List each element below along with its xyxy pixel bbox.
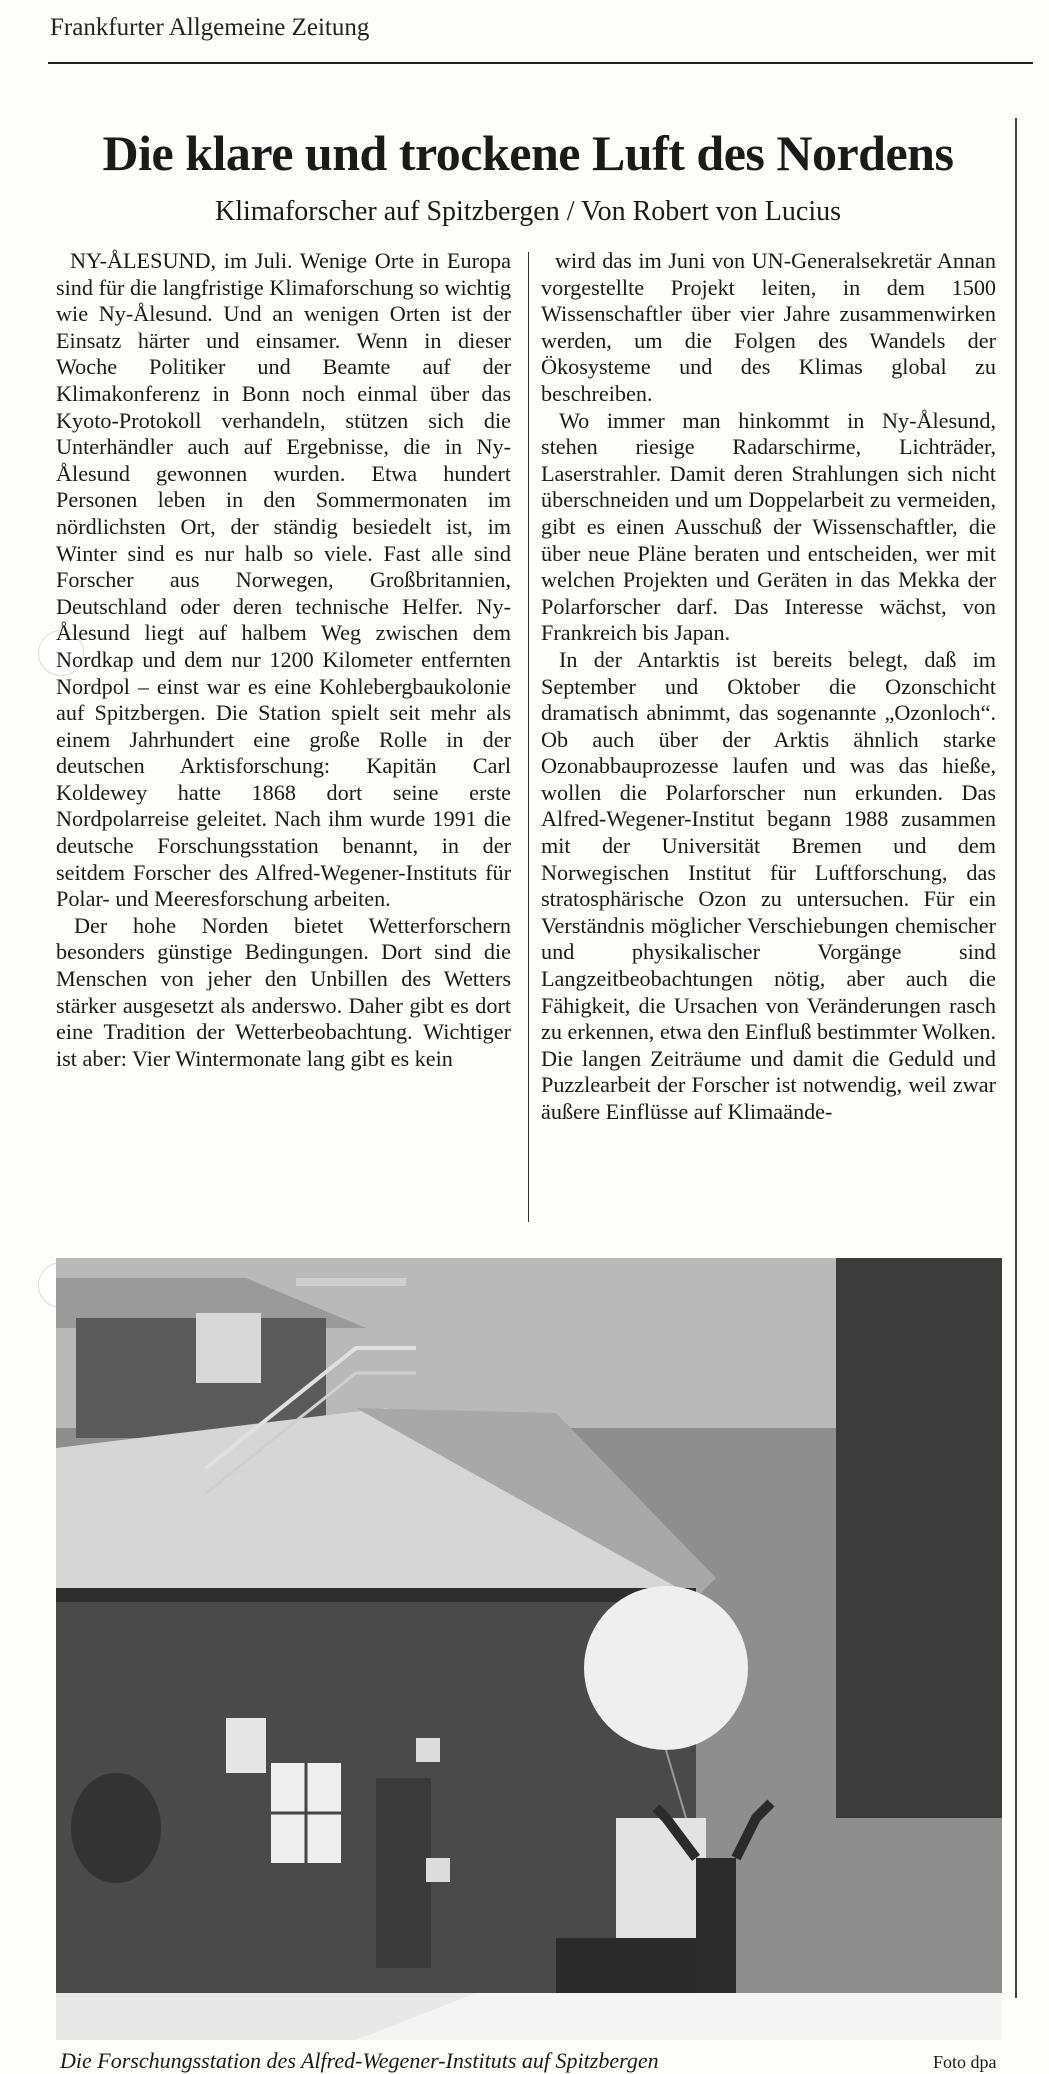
- article-column-left: [56, 248, 511, 1072]
- photo-credit: Foto dpa: [933, 2052, 997, 2072]
- column-divider: [528, 252, 529, 1222]
- paragraph: wird das im Juni von UN-Generalsekretär Annan vorgestellte Projekt leiten, in dem 1500 Wissenschaftler über vier Jahre zusammenwirken werden, um die Folgen des Wandels der Ökosysteme und des Klimas global zu beschreiben.: [541, 248, 996, 406]
- masthead: Frankfurter Allgemeine Zeitung: [50, 14, 370, 41]
- headline: Die klare und trockene Luft des Nordens: [102, 125, 954, 181]
- masthead-rule: [48, 62, 1033, 64]
- paragraph: NY-ÅLESUND, im Juli. Wenige Orte in Europa sind für die langfristige Klimaforschung so wichtig wie Ny-Ålesund. Und an wenigen Orten ist der Einsatz härter und einsamer. Wenn in dieser Woche Politiker und Beamte auf der Klimakonferenz in Bonn noch einmal über das Kyoto-Protokoll verhandeln, stützen sich die Unterhändler auch auf Ergebnisse, die in Ny-Ålesund gewonnen wurden. Etwa hundert Personen leben in den Sommermonaten im nördlichsten Ort, der ständig besiedelt ist, im Winter sind es nur halb so viele. Fast alle sind Forscher aus Norwegen, Großbritannien, Deutschland oder deren technische Helfer. Ny-Ålesund liegt auf halbem Weg zwischen dem Nordkap und dem nur 1200 Kilometer entfernten Nordpol – einst war es eine Kohlebergbaukolonie auf Spitzbergen. Die Station spielt seit mehr als einem Jahrhundert eine große Rolle in der deutschen Arktisforschung: Kapitän Carl Koldewey hatte 1868 dort seine erste Nordpolarreise geleitet. Nach ihm wurde 1991 die deutsche Forschungsstation benannt, in der seitdem Forscher des Alfred-Wegener-Instituts für Polar- und Meeresforschung arbeiten.: [56, 248, 511, 912]
- paragraph: In der Antarktis ist bereits belegt, daß im September und Oktober die Ozonschicht dramatisch abnimmt, das sogenannte „Ozonloch“. Ob auch über der Arktis ähnlich starke Ozonabbauprozesse laufen und was das hieße, wollen die Polarforscher nun erkunden. Das Alfred-Wegener-Institut begann 1988 zusammen mit der Universität Bremen und dem Norwegischen Institut für Luftforschung, das stratosphärische Ozon zu untersuchen. Für ein Verständnis möglicher Verschiebungen chemischer und physikalischer Vorgänge sind Langzeitbeobachtungen nötig, aber auch die Fähigkeit, die Ursachen von Veränderungen rasch zu erkennen, etwa den Einfluß bestimmter Wolken. Die langen Zeiträume und damit die Geduld und Puzzlearbeit der Forscher ist notwendig, weil zwar äußere Einflüsse auf Klimaände-: [541, 646, 996, 1124]
- news-photo: [56, 1258, 1002, 2040]
- photo-caption: Die Forschungsstation des Alfred-Wegener-Instituts auf Spitzbergen: [60, 2048, 659, 2073]
- paragraph: Der hohe Norden bietet Wetterforschern besonders günstige Bedingungen. Dort sind die Menschen von jeher den Unbillen des Wetters stärker ausgesetzt als anderswo. Daher gibt es dort eine Tradition der Wetterbeobachtung. Wichtiger ist aber: Vier Wintermonate lang gibt es kein: [56, 912, 511, 1071]
- subline: Klimaforscher auf Spitzbergen / Von Robert von Lucius: [215, 196, 841, 227]
- article-column-right: [541, 248, 996, 1126]
- clipping-edge: [1015, 118, 1017, 1998]
- paragraph: Wo immer man hinkommt in Ny-Ålesund, stehen riesige Radarschirme, Lichträder, Laserstrahler. Damit deren Strahlungen sich nicht überschneiden und um Doppelarbeit zu vermeiden, gibt es einen Ausschuß der Wissenschaftler, die über neue Pläne beraten und entscheiden, wer mit welchen Projekten und Geräten in das Mekka der Polarforscher darf. Das Interesse wächst, von Frankreich bis Japan.: [541, 407, 996, 646]
